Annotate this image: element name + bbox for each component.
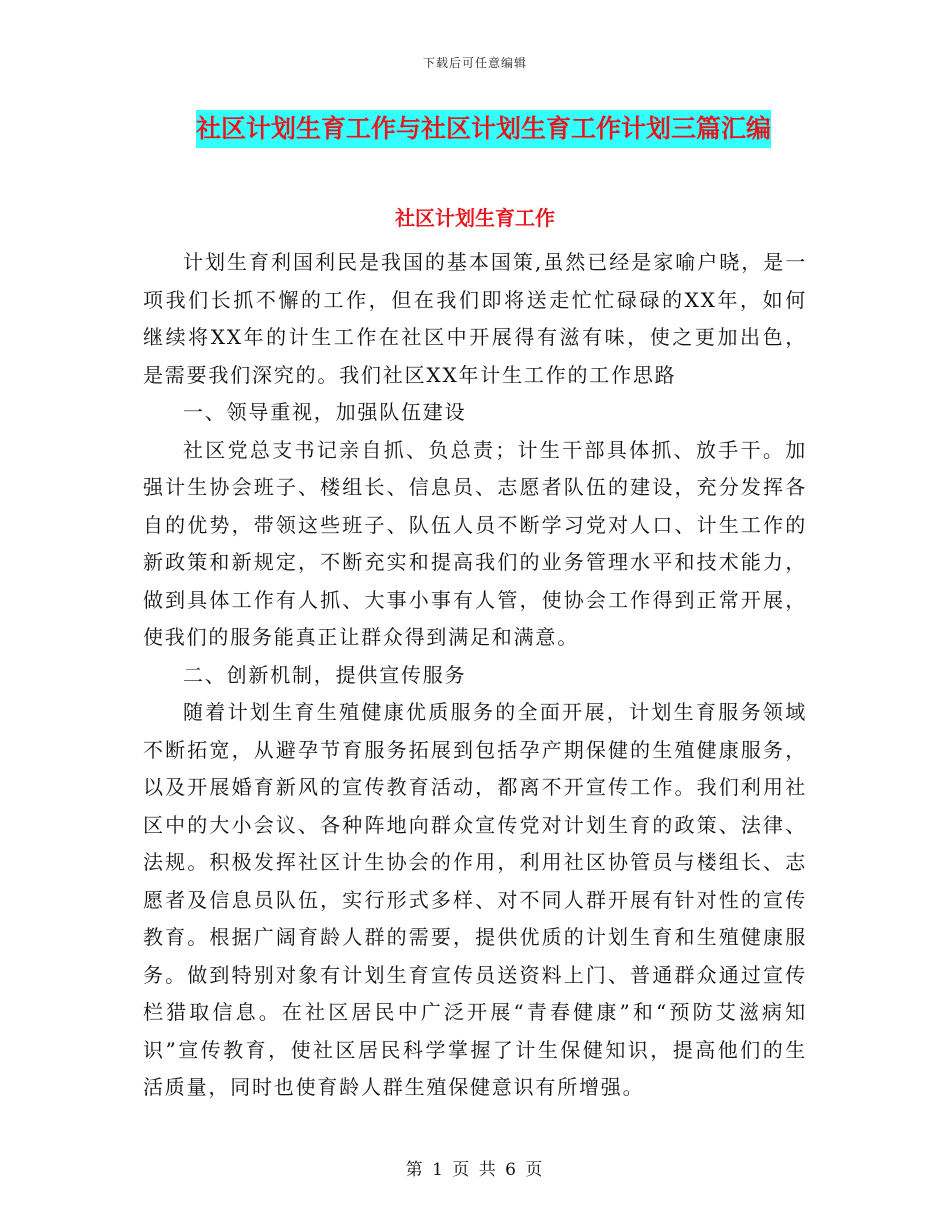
body-heading-one: 一、领导重视，加强队伍建设 [183, 400, 467, 424]
body-paragraph-publicity: 随着计划生育生殖健康优质服务的全面开展，计划生育服务领域不断拓宽，从避孕节育服务拓展到包括孕产期保健的生殖健康服务，以及开展婚育新风的宣传教育活动，都离不开宣传工作。我们利用社区中的大小会议、各种阵地向群众宣传党对计划生育的政策、法律、法规。积极发挥社区计生协会的作用，利用社区协管员与楼组长、志愿者及信息员队伍，实行形式多样、对不同人群开展有针对性的宣传教育。根据广阔育龄人群的需要，提供优质的计划生育和生殖健康服务。做到特别对象有计划生育宣传员送资料上门、普通群众通过宣传栏猎取信息。在社区居民中广泛开展“青春健康”和“预防艾滋病知识”宣传教育，使社区居民科学掌握了计生保健知识，提高他们的生活质量，同时也使育龄人群生殖保健意识有所增强。 [143, 700, 807, 1099]
body-heading-two: 二、创新机制，提供宣传服务 [183, 662, 467, 687]
body-paragraph-intro: 计划生育利国利民是我国的基本国策,虽然已经是家喻户晓，是一项我们长抓不懈的工作，但在我们即将送走忙忙碌碌的XX年，如何继续将XX年的计生工作在社区中开展得有滋有味，使之更加出色，是需要我们深究的。我们社区XX年计生工作的工作思路 [143, 250, 807, 387]
section-title: 社区计划生育工作 [395, 206, 555, 230]
page-number-footer: 第 1 页 共 6 页 [405, 1160, 545, 1180]
document-body [143, 244, 807, 1107]
body-paragraph-team: 社区党总支书记亲自抓、负总责；计生干部具体抓、放手干。加强计生协会班子、楼组长、信息员、志愿者队伍的建设，充分发挥各自的优势，带领这些班子、队伍人员不断学习党对人口、计生工作的新政策和新规定，不断充实和提高我们的业务管理水平和技术能力，做到具体工作有人抓、大事小事有人管，使协会工作得到正常开展，使我们的服务能真正让群众得到满足和满意。 [143, 437, 807, 649]
document-main-title: 社区计划生育工作与社区计划生育工作计划三篇汇编 [196, 110, 771, 148]
header-note: 下载后可任意编辑 [422, 56, 527, 70]
